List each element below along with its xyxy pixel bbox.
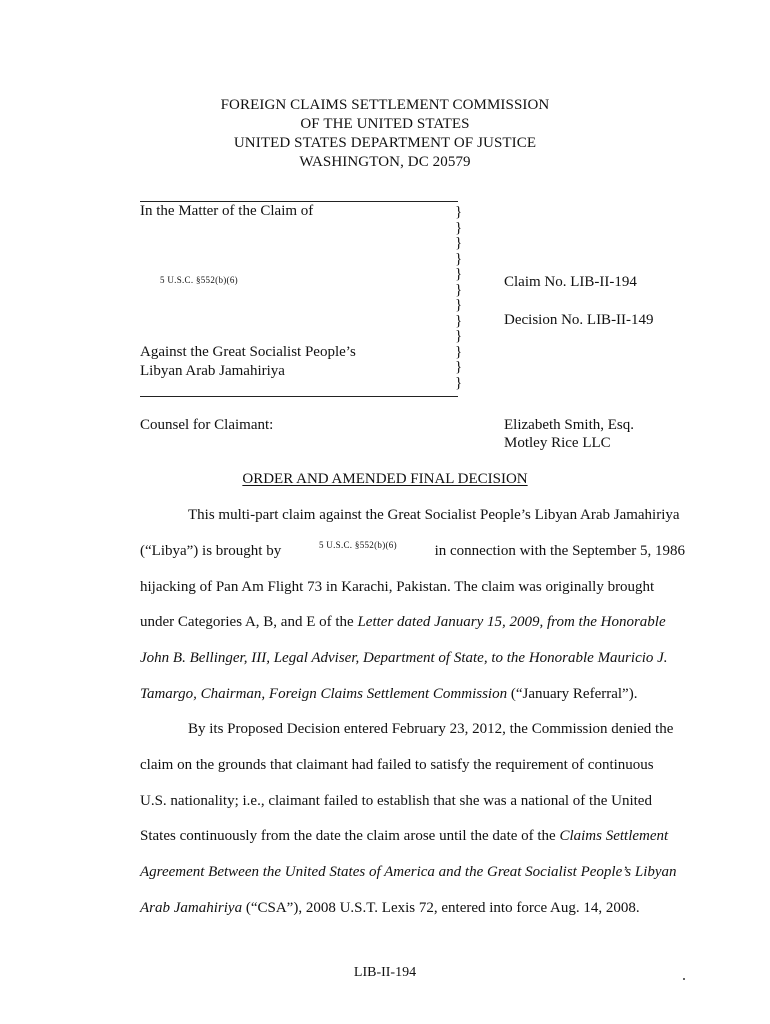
decision-number: Decision No. LIB-II-149 bbox=[504, 312, 654, 328]
agency-header bbox=[0, 96, 770, 172]
caption-bottom-rule bbox=[140, 396, 458, 397]
claim-number: Claim No. LIB-II-194 bbox=[504, 274, 637, 290]
bracket: } bbox=[455, 235, 463, 251]
body-line bbox=[140, 579, 685, 596]
caption-top-rule bbox=[140, 201, 458, 202]
bracket: } bbox=[455, 281, 463, 298]
bracket: } bbox=[455, 343, 463, 360]
body-italic-text: John B. Bellinger, III, Legal Adviser, Department of State, to the Honorable Mauricio J. bbox=[140, 650, 668, 666]
body-redaction: 5 U.S.C. §552(b)(6) bbox=[318, 540, 397, 550]
header-line-2: OF THE UNITED STATES bbox=[300, 116, 470, 132]
counsel-firm: Motley Rice LLC bbox=[504, 435, 611, 451]
body-text: in connection with the September 5, 1986 bbox=[434, 543, 685, 559]
bracket: } bbox=[455, 266, 463, 282]
against-line-1: Against the Great Socialist People’s bbox=[140, 344, 356, 360]
body-text: hijacking of Pan Am Flight 73 in Karachi, Pakistan. The claim was originally brought bbox=[140, 579, 655, 595]
body-line bbox=[140, 757, 685, 774]
bracket: } bbox=[455, 219, 463, 236]
body-line bbox=[140, 793, 685, 810]
body-italic-text: Claims Settlement bbox=[559, 828, 669, 844]
caption-brackets bbox=[455, 205, 462, 391]
body-line bbox=[140, 507, 685, 524]
claimant-redaction: 5 U.S.C. §552(b)(6) bbox=[160, 275, 238, 285]
body-line bbox=[140, 686, 685, 703]
body-text: claim on the grounds that claimant had failed to satisfy the requirement of continuous bbox=[140, 757, 654, 773]
body-line bbox=[140, 614, 685, 631]
bracket: } bbox=[455, 250, 463, 267]
bracket: } bbox=[455, 328, 463, 344]
body-text: under Categories A, B, and E of the bbox=[140, 614, 354, 630]
bracket: } bbox=[455, 204, 463, 220]
body-line bbox=[140, 540, 685, 560]
counsel-label: Counsel for Claimant: bbox=[140, 417, 274, 433]
body-text: (“Libya”) is brought by bbox=[140, 543, 282, 559]
body-text: States continuously from the date the claim arose until the date of the bbox=[140, 828, 556, 844]
stray-mark bbox=[683, 978, 685, 980]
matter-of-claim: In the Matter of the Claim of bbox=[140, 203, 314, 219]
header-line-3: UNITED STATES DEPARTMENT OF JUSTICE bbox=[233, 135, 537, 151]
body-text: This multi-part claim against the Great Socialist People’s Libyan Arab Jamahiriya bbox=[188, 507, 680, 523]
document-title: ORDER AND AMENDED FINAL DECISION bbox=[242, 471, 528, 487]
bracket: } bbox=[455, 359, 463, 375]
body-line bbox=[140, 900, 685, 917]
body-italic-text: Tamargo, Chairman, Foreign Claims Settlement Commission bbox=[140, 686, 508, 702]
body-line bbox=[140, 864, 685, 881]
body-italic-text: Agreement Between the United States of America and the Great Socialist People’s Libyan bbox=[140, 864, 677, 880]
header-line-1: FOREIGN CLAIMS SETTLEMENT COMMISSION bbox=[220, 97, 550, 113]
bracket: } bbox=[455, 374, 463, 391]
against-line-2: Libyan Arab Jamahiriya bbox=[140, 363, 285, 379]
body-text: (“January Referral”). bbox=[510, 686, 638, 702]
bracket: } bbox=[455, 297, 463, 313]
body-italic-text: Letter dated January 15, 2009, from the Honorable bbox=[357, 614, 666, 630]
page-footer: LIB-II-194 bbox=[353, 965, 417, 980]
body-text: (“CSA”), 2008 U.S.T. Lexis 72, entered into force Aug. 14, 2008. bbox=[245, 900, 640, 916]
body-line bbox=[140, 650, 685, 667]
body-text: U.S. nationality; i.e., claimant failed to establish that she was a national of the United bbox=[140, 793, 652, 809]
body-line bbox=[140, 721, 685, 738]
counsel-name: Elizabeth Smith, Esq. bbox=[504, 417, 634, 433]
header-line-4: WASHINGTON, DC 20579 bbox=[299, 154, 471, 170]
body-italic-text: Arab Jamahiriya bbox=[140, 900, 243, 916]
bracket: } bbox=[455, 312, 463, 329]
body-line bbox=[140, 828, 685, 845]
body-text: By its Proposed Decision entered February 23, 2012, the Commission denied the bbox=[188, 721, 674, 737]
